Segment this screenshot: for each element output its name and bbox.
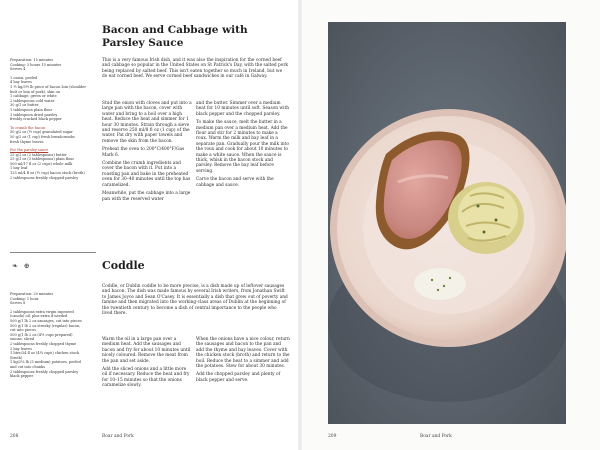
right-page-number: 209 [328, 434, 337, 439]
ingredient-line: 30 g/1 oz butter [10, 103, 39, 108]
recipe1-crumb-list [10, 130, 96, 144]
ingredient-line: 1 tablespoon plain flour [10, 107, 53, 112]
ingredient-line: and cut into chunks [10, 364, 46, 369]
sauce-heading: For the parsley sauce [10, 148, 49, 153]
ingredient-line: 1 cabbage, green or white [10, 94, 57, 99]
ingredient-line: 500 g/1 lb 2 oz sausages, cut into pieces [10, 318, 82, 323]
ingredient-line: cut into pieces [10, 328, 36, 333]
leaf-icon: ❧ [12, 262, 18, 270]
ingredient-line: 1 litre/34 fl oz (4¼ cups) chicken stock [10, 351, 80, 356]
recipe-meta-line: Cooking: 1 hour [10, 296, 39, 301]
dish-photo [328, 22, 566, 424]
dietary-icons [12, 262, 30, 270]
section-divider [10, 252, 96, 253]
ingredient-line: 1 ½ kg/3½ lb piece of bacon loin (shoulder [10, 84, 87, 89]
ingredient-line: 500 ml/17 fl oz (2 cups) whole milk [10, 161, 73, 166]
ingredient-line: 2 tablespoons freshly chopped parsley [10, 369, 79, 374]
ingredient-line: 2 tablespoons freshly chopped thyme [10, 341, 77, 346]
ingredient-line: (canola) oil, plus extra if needed [10, 314, 68, 319]
ingredient-line: 2 tablespoons extra virgin rapeseed [10, 309, 74, 314]
ingredient-line: 50 g/2 oz (1 cup) fresh breadcrumbs [10, 134, 75, 139]
ingredient-line: 125 ml/4 fl oz (½ cup) bacon stock (broth) [10, 171, 85, 176]
recipe1-method-col1 [102, 101, 192, 205]
recipe1-meta [10, 58, 96, 72]
method-paragraph: Combine the crumb ingredients and cover the bacon with it. Put into a roasting pan and bake in the preheated oven for 30–40 minutes until the top has caramelized. [102, 161, 191, 188]
method-paragraph: and the butter. Simmer over a medium heat for 10 minutes until soft. Season with black pepper and the chopped parsley. [196, 101, 289, 117]
recipe-meta-line: Preparation: 15 minutes [10, 58, 54, 62]
recipe2-method-col2 [196, 337, 290, 386]
ingredient-line: butt or loin of pork), skin on [10, 89, 61, 94]
crumb-heading: To crumb the bacon [10, 125, 46, 130]
ingredient-line: 2 tablespoons cold water [10, 98, 55, 103]
method-paragraph: Warm the oil in a large pan over a medium heat. Add the sausages and bacon and fry for about 10 minutes until nicely coloured. Remove the meat from the pan and set aside. [102, 337, 191, 364]
ingredient-line: black pepper [10, 374, 34, 379]
recipe2-sidebar [10, 292, 96, 383]
gutter [298, 0, 302, 450]
method-paragraph: When the onions have a nice colour, return the sausages and bacon to the pan and add the thyme and bay leaves. Cover with the chicken stock (broth) and return to the boil. Reduce the heat to a simmer and add the potatoes. Stew for about 30 minutes. [196, 337, 290, 370]
recipe-meta-line: Serves 8 [10, 301, 26, 306]
recipe-meta-line: Cooking: 3 hours 15 minutes [10, 62, 62, 67]
method-paragraph: Preheat the oven to 200°C/400°F/Gas Mark 6. [102, 147, 185, 158]
recipe1-sauce-list [10, 153, 96, 181]
method-paragraph: Stud the onion with cloves and put into a large pan with the bacon, cover with water and bring to a boil over a high heat. Reduce the heat and simmer for 1 hour 30 minutes. Strain through a sieve and reserve 250 ml/8 fl oz (1 cup) of the water. Pat dry with paper towels and remove the skin from the bacon. [102, 101, 192, 144]
ingredient-line: 1 kg/2¼ lb (5 medium) potatoes, peeled [10, 360, 81, 365]
recipe-title-bacon-and-cabbage: Bacon and Cabbage with Parsley Sauce [102, 24, 248, 49]
recipe1-method-col2 [196, 101, 290, 191]
recipe1-intro: This is a very famous Irish dish, and it was also the inspiration for the corned beef and cabbage so popular in the United States on St Patrick's Day, with the salted pork being replaced by salted beef. This isn't eaten together so much in Ireland, but we do eat corned beef. We serve corned beef sandwiches in our café in Galway. [102, 58, 289, 80]
ingredient-line: 500 g/1 lb 2 oz streaky (regular) bacon, [10, 323, 81, 328]
ingredient-line: 2 tablespoons freshly chopped parsley [10, 175, 79, 180]
ingredient-line: 50 g/2 oz (½ cup) granulated sugar [10, 130, 73, 135]
ingredient-line: 1 tablespoon dried parsley [10, 112, 58, 117]
recipe1-ingredients [10, 76, 96, 122]
recipe2-intro: Coddle, or Dublin coddle to be more precise, is a dish made up of leftover sausages and bacon. The dish was made famous by several Irish writers, from Jonathan Swift to James Joyce and Sean O'Casey. It is essentially a dish that grew out of poverty and famine and then migrated into the working-class areas of Dublin at the beginning of the twentieth century to become a dish of central importance to the people who lived there. [102, 284, 288, 317]
plate-illustration [328, 22, 566, 424]
ingredient-line: 500 g/1 lb 2 oz (4½ cups prepared) [10, 332, 73, 337]
recipe2-ingredients [10, 310, 96, 379]
ingredient-line: 25 g/1 oz (2 tablespoons) butter [10, 152, 67, 157]
method-paragraph: Add the sliced onions and a little more oil if necessary. Reduce the heat and fry for 10–15 minutes so that the onions caramelize slowly. [102, 367, 190, 389]
ingredient-line: 1 bay leaf [10, 166, 28, 171]
method-paragraph: To make the sauce, melt the butter in a medium pan over a medium heat. Add the flour and stir for 2 minutes to make a roux. Warm the milk and bay leaf in a separate pan. Gradually pour the milk into the roux and cook for about 10 minutes to make a white sauce. When the sauce is thick, whisk in the bacon stock and parsley. Remove the bay leaf before serving. [196, 120, 289, 174]
recipe-meta-line: Serves 4 [10, 67, 26, 72]
ingredient-line: fresh thyme leaves [10, 139, 44, 144]
circle-plus-icon: ⊕ [23, 262, 30, 270]
ingredient-line: 2 bay leaves [10, 346, 32, 351]
ingredient-line: 4 bay leaves [10, 80, 32, 85]
ingredient-line: onions, sliced [10, 337, 35, 342]
left-section-name: Boar and Pork [102, 434, 134, 439]
recipe2-meta [10, 292, 96, 306]
method-paragraph: Add the chopped parsley and plenty of black pepper and serve. [196, 372, 281, 383]
ingredient-line: (broth) [10, 355, 23, 360]
ingredient-line: 25 g/1 oz (3 tablespoons) plain flour [10, 157, 75, 162]
recipe1-sidebar [10, 58, 96, 184]
parsley-sauce [414, 268, 466, 300]
method-paragraph: Carve the bacon and serve with the cabbage and sauce. [196, 177, 274, 188]
left-page-number: 208 [10, 434, 19, 439]
method-paragraph: Meanwhile, put the cabbage into a large pan with the reserved water [102, 191, 191, 202]
recipe-meta-line: Preparation: 20 minutes [10, 292, 54, 296]
ingredient-line: freshly cracked black pepper [10, 117, 62, 122]
recipe-title-coddle: Coddle [102, 259, 145, 272]
right-section-name: Boar and Pork [420, 434, 452, 439]
ingredient-line: 1 onion, peeled [10, 75, 38, 80]
recipe2-method-col1 [102, 337, 192, 392]
